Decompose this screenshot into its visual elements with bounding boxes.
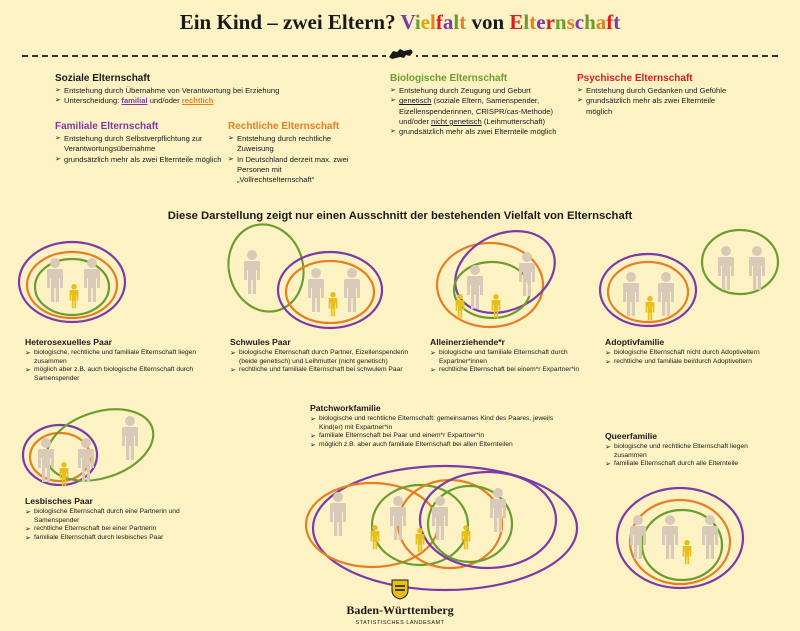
vielfalt-letter: e (420, 10, 430, 34)
hetero-parent-2 (84, 258, 100, 302)
familial-heading: Familiale Elternschaft (55, 121, 159, 132)
adoptiv-parent-2 (658, 272, 674, 316)
fam-hetero (25, 337, 225, 384)
elternschaft-letter: t (613, 10, 621, 34)
fam-queer (605, 431, 775, 469)
rechtlich-heading: Rechtliche Elternschaft (228, 121, 340, 132)
adoptiv-bio-parent-1 (718, 246, 734, 290)
elternschaft-letter: s (566, 10, 575, 34)
sozial-heading: Soziale Elternschaft (55, 73, 151, 84)
hetero-heading: Heterosexuelles Paar (25, 337, 112, 347)
elternschaft-letter: l (523, 10, 530, 34)
patchwork-item-2: ➢ familiale Elternschaft bei Paar und einem*r Expartner*in (310, 432, 560, 441)
familial-item-1: ➢ Entstehung durch Selbstverpflichtung zur Verantwortungsübernahme (55, 134, 225, 155)
vielfalt-letter: f (435, 10, 443, 34)
schwul-parent-2 (344, 268, 360, 312)
biologisch-item2-b: (soziale Eltern, Samenspender, Eizellenspenderinnen, CRISPR/cas-Methode) und/oder (399, 96, 554, 126)
schwul-biologisch-ellipse-1 (219, 216, 313, 320)
hetero-item-2: ➢ möglich aber z.B. auch biologische Elternschaft durch Samenspender (25, 366, 225, 383)
hetero-child (70, 284, 79, 308)
patchwork-item-1: ➢ biologische und rechtliche Elternschaft: gemeinsames Kind des Paares, jeweils Kind(er) mit Expartner*in (310, 415, 560, 432)
footer-sub: STATISTISCHES LANDESAMT (355, 620, 445, 626)
schwul-item-1: ➢ biologische Elternschaft durch Partner, Eizellenspenderin (beide genetisch) und Leihmutter (nicht genetisch) (230, 349, 410, 366)
biologisch-genetisch: genetisch (399, 96, 432, 106)
queer-heading: Queerfamilie (605, 431, 658, 441)
biologisch-item-3: ➢ grundsätzlich mehr als zwei Elternteile möglich (390, 127, 572, 137)
fam-allein (430, 337, 590, 375)
biologisch-nicht-genetisch: nicht genetisch (431, 116, 482, 126)
schwul-parent-1 (308, 268, 324, 312)
psychisch-heading: Psychische Elternschaft (577, 73, 693, 84)
psychisch-item-1: ➢ Entstehung durch Gedanken und Gefühle (577, 86, 737, 96)
queer-parent-3 (702, 515, 718, 559)
allein-child-2 (492, 294, 501, 318)
adoptiv-bio-parent-2 (749, 246, 765, 290)
psychisch-item-2: ➢ grundsätzlich mehr als zwei Elternteile möglich (577, 96, 737, 117)
adoptiv-parent-1 (623, 272, 639, 316)
lesbisch-item-2: ➢ rechtliche Elternschaft bei einer Partnerin (25, 525, 225, 534)
adoptiv-biologisch-ellipse (702, 230, 778, 294)
sozial-item2-prefix: Unterscheidung: (64, 96, 122, 106)
schwul-child (329, 292, 338, 316)
queer-item-2: ➢ familiale Elternschaft durch alle Elternteile (605, 460, 775, 469)
schwul-leihmutter (244, 250, 260, 294)
patchwork-heading: Patchworkfamilie (310, 403, 381, 413)
fam-adoptiv (605, 337, 765, 366)
allein-child-1 (456, 294, 465, 318)
vielfalt-letter: l (430, 10, 436, 34)
allein-heading: Alleinerziehende*r (430, 337, 505, 347)
elternschaft-letter: t (529, 10, 537, 34)
elternschaft-letter: c (574, 10, 585, 34)
sozial-item-1: ➢ Entstehung durch Übernahme von Verantwortung bei Erziehung (55, 86, 335, 96)
rechtlich-item-2: ➢ In Deutschland derzeit max. zwei Personen mit „Vollrechtselternschaft“ (228, 155, 356, 186)
elternschaft-letter: n (554, 10, 567, 34)
biologisch-item-1: ➢ Entstehung durch Zeugung und Geburt (390, 86, 572, 96)
elternschaft-letter: r (545, 10, 555, 34)
queer-item-1: ➢ biologische und rechtliche Elternschaft liegen zusammen (605, 443, 775, 460)
vielfalt-letter: V (400, 10, 415, 34)
fam-patchwork (310, 403, 560, 450)
biologisch-heading: Biologische Elternschaft (390, 73, 508, 84)
lesbisch-item-3: ➢ familiale Elternschaft durch lesbisches Paar (25, 534, 225, 543)
lesbisch-child (60, 462, 69, 486)
lesbisch-heading: Lesbisches Paar (25, 496, 93, 506)
hetero-item-1: ➢ biologische, rechtliche und familiale Elternschaft liegen zusammen (25, 349, 225, 366)
elternschaft-letter: f (606, 10, 614, 34)
adoptiv-item-2: ➢ rechtliche und familiale bei/durch Adoptiveltern (605, 358, 765, 367)
title-part1: Ein Kind – zwei Eltern? (179, 10, 401, 34)
footer-name: Baden-Württemberg (346, 603, 454, 617)
schwul-heading: Schwules Paar (230, 337, 291, 347)
elternschaft-letter: a (595, 10, 607, 34)
vielfalt-letter: a (442, 10, 454, 34)
allein-item-1: ➢ biologische und familiale Elternschaft durch Expartner*innen (430, 349, 590, 366)
subtitle: Diese Darstellung zeigt nur einen Ausschnitt der bestehenden Vielfalt von Elternschaft (167, 210, 633, 222)
sozial-item2-mid: und/oder (147, 96, 182, 106)
queer-parent-2 (662, 515, 678, 559)
elternschaft-letter: E (509, 10, 524, 34)
adoptiv-item-1: ➢ biologische Elternschaft nicht durch Adoptiveltern (605, 349, 765, 358)
title-von: von (466, 10, 510, 34)
lesbisch-samenspender (122, 416, 138, 460)
queer-child (683, 540, 692, 564)
patchwork-expartner-2 (490, 488, 506, 532)
familial-item-2: ➢ grundsätzlich mehr als zwei Elternteile möglich (55, 155, 225, 165)
elternschaft-letter: h (584, 10, 596, 34)
sozial-familial: familial (121, 96, 148, 106)
adoptiv-child (646, 296, 655, 320)
rechtlich-item-1: ➢ Entstehung durch rechtliche Zuweisung (228, 134, 356, 155)
vielfalt-letter: i (414, 10, 421, 34)
patchwork-child-2 (416, 528, 425, 552)
allein-item-2: ➢ rechtliche Elternschaft bei einem*r Expartner*in (430, 366, 590, 375)
patchwork-item-3: ➢ möglich z.B. aber auch familiale Elternschaft bei allen Elternteilen (310, 441, 560, 450)
fam-lesbisch (25, 496, 225, 543)
vielfalt-letter: l (453, 10, 460, 34)
schwul-item-2: ➢ rechtliche und familiale Elternschaft bei schwulem Paar (230, 366, 410, 375)
sozial-rechtlich: rechtlich (181, 96, 214, 106)
patchwork-child-3 (462, 525, 471, 549)
fam-schwul (230, 337, 410, 375)
biologisch-item2-d: (Leihmutterschaft) (481, 116, 546, 126)
elternschaft-letter: e (536, 10, 546, 34)
lesbisch-item-1: ➢ biologische Elternschaft durch eine Partnerin und Samenspender (25, 508, 225, 525)
adoptiv-heading: Adoptivfamilie (605, 337, 665, 347)
coat-of-arms-icon (390, 578, 410, 600)
patchwork-expartner-1 (330, 492, 346, 536)
vielfalt-letter: t (459, 10, 467, 34)
lesbisch-biologisch-ellipse (37, 397, 162, 494)
allein-parent-1 (467, 265, 483, 309)
schwul-familial-ellipse (278, 252, 382, 328)
